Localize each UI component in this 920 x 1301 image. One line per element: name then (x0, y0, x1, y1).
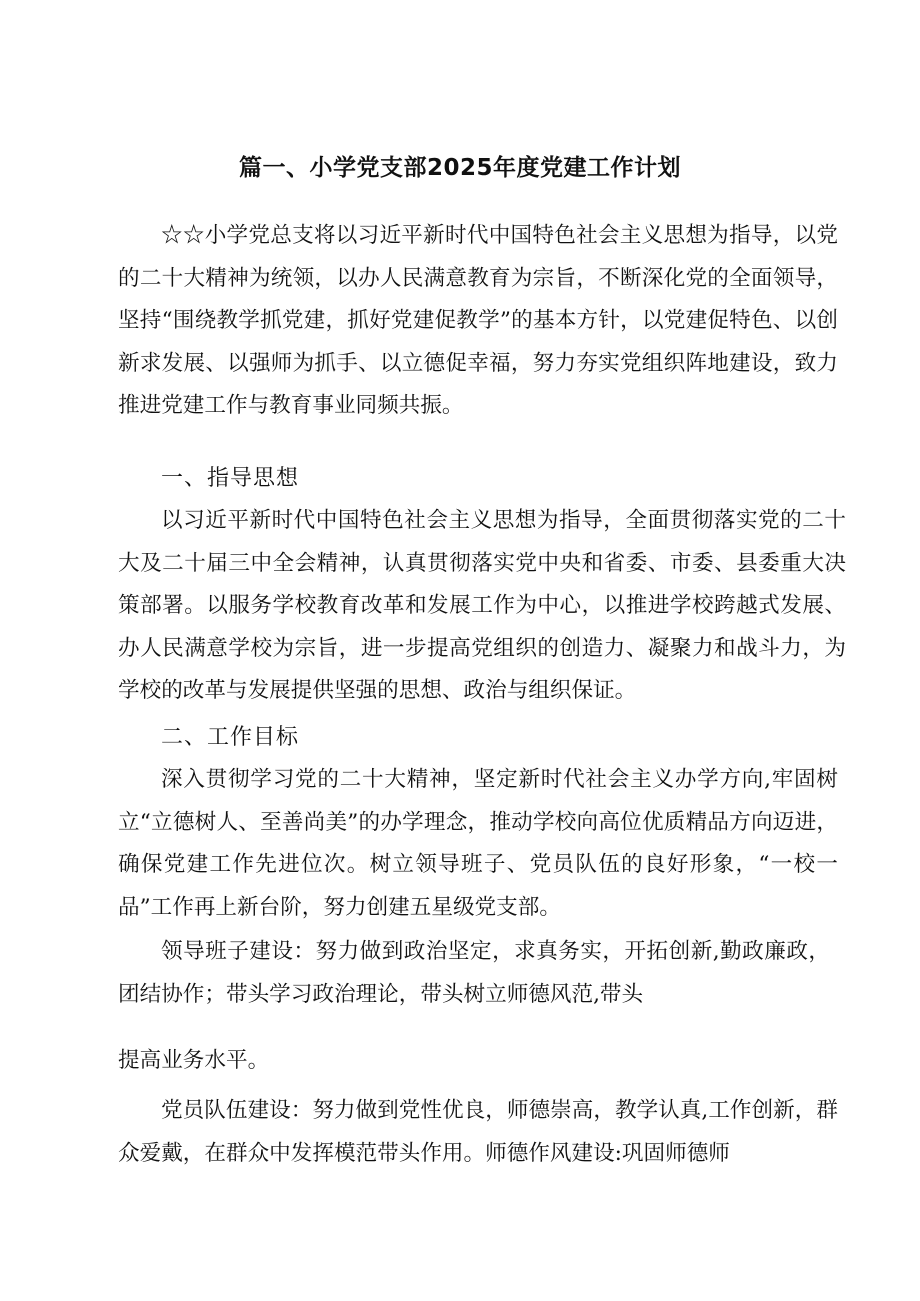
leadership-continuation: 提高业务水平。 (118, 1048, 270, 1073)
work-goals-paragraph: 深入贯彻学习党的二十大精神，坚定新时代社会主义办学方向,牢固树立“立德树人、至善尚美”的办学理念，推动学校向高位优质精品方向迈进，确保党建工作先进位次。树立领导班子、党员队伍的良好形象，“一校一品”工作再上新台阶，努力创建五星级党支部。 (118, 767, 838, 920)
section-heading-guiding-ideology: 一、指导思想 (161, 466, 300, 491)
guiding-ideology-paragraph: 以习近平新时代中国特色社会主义思想为指导，全面贯彻落实党的二十大及二十届三中全会精神，认真贯彻落实党中央和省委、市委、县委重大决策部署。以服务学校教育改革和发展工作为中心，以推进学校跨越式发展、办人民满意学校为宗旨，进一步提高党组织的创造力、凝聚力和战斗力，为学校的改革与发展提供坚强的思想、政治与组织保证。 (118, 508, 846, 703)
intro-paragraph: ☆☆小学党总支将以习近平新时代中国特色社会主义思想为指导，以党的二十大精神为统领，以办人民满意教育为宗旨，不断深化党的全面领导，坚持“围绕教学抓党建，抓好党建促教学”的基本方针，以党建促特色、以创新求发展、以强师为抓手、以立德促幸福，努力夯实党组织阵地建设，致力推进党建工作与教育事业同频共振。 (118, 223, 838, 418)
party-members-paragraph: 党员队伍建设：努力做到党性优良，师德崇高，教学认真,工作创新，群众爱戴，在群众中发挥模范带头作用。师德作风建设:巩固师德师 (118, 1098, 838, 1166)
document-title: 篇一、小学党支部2025年度党建工作计划 (238, 155, 681, 181)
section-heading-work-goals: 二、工作目标 (161, 725, 300, 750)
leadership-paragraph: 领导班子建设：努力做到政治坚定，求真务实，开拓创新,勤政廉政，团结协作；带头学习政治理论，带头树立师德风范,带头 (118, 939, 830, 1007)
